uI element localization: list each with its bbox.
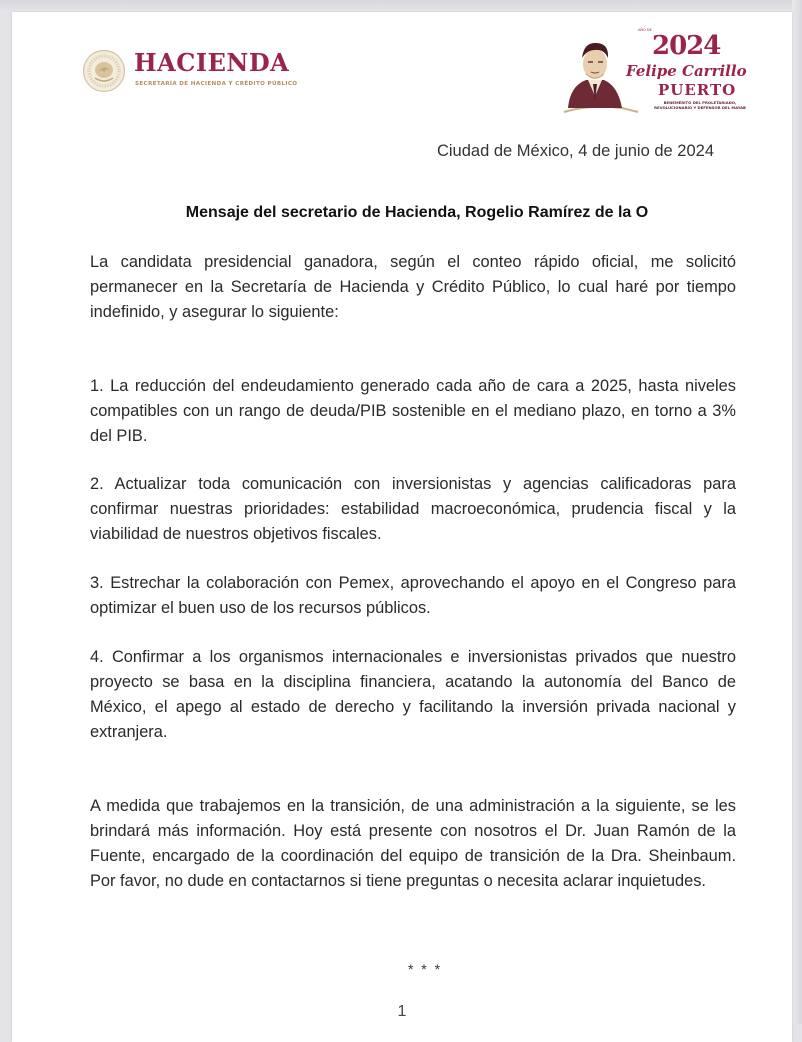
closing-paragraph: A medida que trabajemos en la transición, de una administración a la siguiente, se les brindará más información. Hoy está presente con nosotros el Dr. Juan Ramón de la Fuente, encargado de la coordinación del equipo de transición de la Dra. Sheinbaum. Por favor, no dude en contactarnos si tiene preguntas o necesita aclarar inquietudes. <box>90 797 736 890</box>
place-date: Ciudad de México, 4 de junio de 2024 <box>436 142 714 160</box>
year-2024: 2024 <box>652 31 721 61</box>
intro-paragraph: La candidata presidencial ganadora, según el conteo rápido oficial, me solicitó permanecer en la Secretaría de Hacienda y Crédito Público, lo cual haré por tiempo indefinido, y asegurar lo siguiente: <box>90 253 736 321</box>
felipe-carrillo-puerto-logo <box>560 26 750 130</box>
point-3: 3. Estrechar la colaboración con Pemex, aprovechando el apoyo en el Congreso para optimizar el buen uso de los recursos públicos. <box>90 574 736 617</box>
point-4: 4. Confirmar a los organismos internacionales e inversionistas privados que nuestro proyecto se basa en la disciplina financiera, acatando la autonomía del Banco de México, el apego al estado de derecho y facilitando la inversión privada nacional y extranjera. <box>90 648 736 741</box>
section-separator: * * * <box>407 961 443 977</box>
viewer-scrollbar-edge <box>792 0 802 1024</box>
hacienda-subtitle: SECRETARÍA DE HACIENDA Y CRÉDITO PÚBLICO <box>135 81 298 87</box>
point-2: 2. Actualizar toda comunicación con inversionistas y agencias calificadoras para confirmar nuestras prioridades: estabilidad macroeconómica, prudencia fiscal y la viabilidad de nuestros objetivos fiscales. <box>90 475 736 543</box>
logo-name-line1: Felipe Carrillo <box>626 62 747 80</box>
document-title: Mensaje del secretario de Hacienda, Rogelio Ramírez de la O <box>185 204 649 221</box>
mexican-coat-of-arms-icon <box>82 49 126 93</box>
document-page <box>12 12 792 1042</box>
viewer-top-edge <box>0 0 802 12</box>
hacienda-wordmark: HACIENDA <box>134 48 290 77</box>
page-number: 1 <box>397 1003 407 1020</box>
year-prefix: AÑO DE <box>638 28 652 32</box>
hacienda-logo <box>82 49 312 109</box>
point-1: 1. La reducción del endeudamiento generado cada año de cara a 2025, hasta niveles compatibles con un rango de deuda/PIB sostenible en el mediano plazo, en torno a 3% del PIB. <box>90 377 736 445</box>
logo-name-line2: PUERTO <box>658 81 737 99</box>
logo-tagline: BENEMÉRITO DEL PROLETARIADO, REVOLUCIONARIO Y DEFENSOR DEL MAYAB <box>654 100 746 110</box>
